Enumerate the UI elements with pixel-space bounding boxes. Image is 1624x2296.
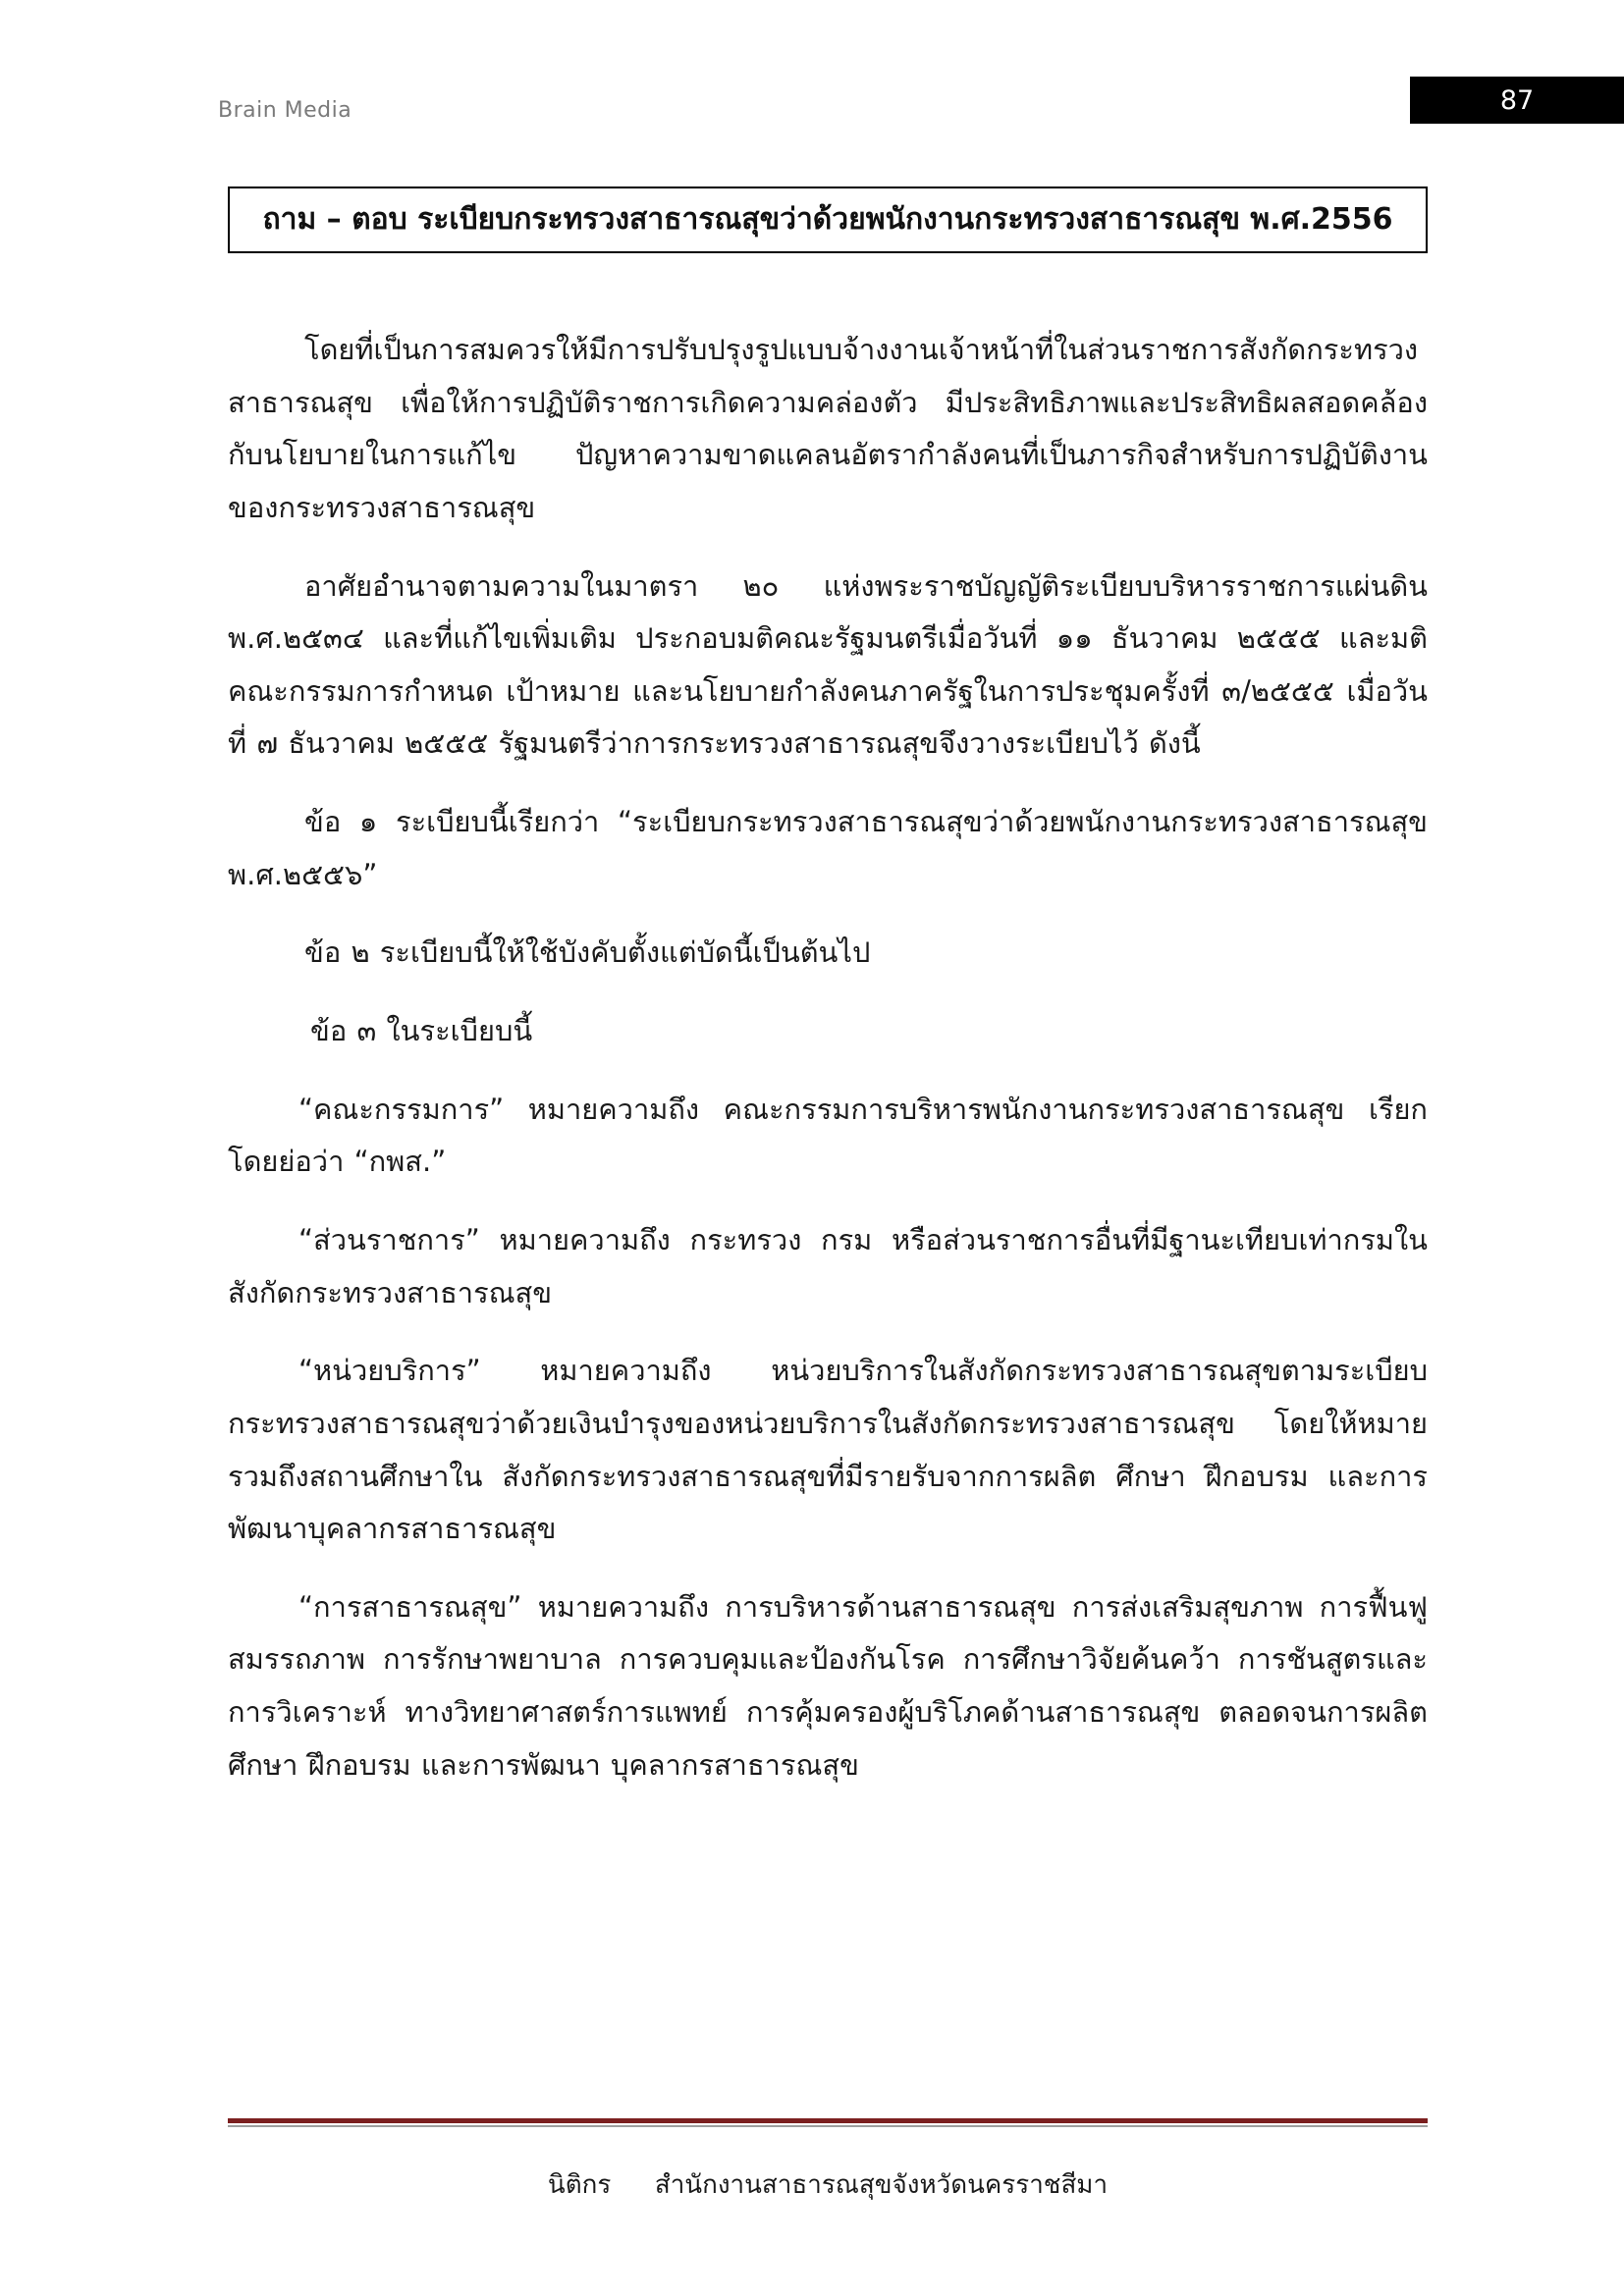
page-header (0, 0, 1624, 147)
footer-label: นิติกร (547, 2170, 612, 2200)
definition-committee: “คณะกรรมการ” หมายความถึง คณะกรรมการบริหารพนักงานกระทรวงสาธารณสุข เรียกโดยย่อว่า “กพส.” (228, 1092, 1428, 1179)
paragraph: อาศัยอำนาจตามความในมาตรา ๒๐ แห่งพระราชบัญญัติระเบียบบริหารราชการแผ่นดิน พ.ศ.๒๕๓๔ และที่แก้ไขเพิ่มเติม ประกอบมติคณะรัฐมนตรีเมื่อวันที่ ๑๑ ธันวาคม ๒๕๕๕ และมติคณะกรรมการกำหนด เป้าหมาย และนโยบายกำลังคนภาครัฐในการประชุมครั้งที่ ๓/๒๕๕๕ เมื่อวันที่ ๗ ธันวาคม ๒๕๕๕ รัฐมนตรีว่าการกระทรวงสาธารณสุขจึงวางระเบียบไว้ ดังนี้ (228, 568, 1428, 761)
definition-government-agency: “ส่วนราชการ” หมายความถึง กระทรวง กรม หรือส่วนราชการอื่นที่มีฐานะเทียบเท่ากรมในสังกัดกระทรวงสาธารณสุข (228, 1222, 1428, 1309)
document-body (228, 324, 1428, 1821)
definition-service-unit: “หน่วยบริการ” หมายความถึง หน่วยบริการในสังกัดกระทรวงสาธารณสุขตามระเบียบกระทรวงสาธารณสุขว่าด้วยเงินบำรุงของหน่วยบริการในสังกัดกระทรวงสาธารณสุข โดยให้หมายรวมถึงสถานศึกษาใน สังกัดกระทรวงสาธารณสุขที่มีรายรับจากการผลิต ศึกษา ฝึกอบรม และการพัฒนาบุคลากรสาธารณสุข (228, 1354, 1428, 1546)
paragraph-clause-2: ข้อ ๒ ระเบียบนี้ให้ใช้บังคับตั้งแต่บัดนี้เป็นต้นไป (304, 935, 871, 970)
page-number-badge: 87 (1410, 77, 1624, 124)
page-footer (228, 2164, 1428, 2205)
page-title: ถาม – ตอบ ระเบียบกระทรวงสาธารณสุขว่าด้วยพนักงานกระทรวงสาธารณสุข พ.ศ.2556 (262, 202, 1393, 237)
paragraph-clause-1: ข้อ ๑ ระเบียบนี้เรียกว่า “ระเบียบกระทรวงสาธารณสุขว่าด้วยพนักงานกระทรวงสาธารณสุข พ.ศ.๒๕๕๖” (228, 805, 1428, 891)
footer-office: สำนักงานสาธารณสุขจังหวัดนครราชสีมา (654, 2170, 1109, 2200)
definition-public-health: “การสาธารณสุข” หมายความถึง การบริหารด้านสาธารณสุข การส่งเสริมสุขภาพ การฟื้นฟูสมรรถภาพ การรักษาพยาบาล การควบคุมและป้องกันโรค การศึกษาวิจัยค้นคว้า การชันสูตรและการวิเคราะห์ ทางวิทยาศาสตร์การแพทย์ การคุ้มครองผู้บริโภคด้านสาธารณสุข ตลอดจนการผลิต ศึกษา ฝึกอบรม และการพัฒนา บุคลากรสาธารณสุข (228, 1589, 1428, 1782)
footer-divider (228, 2118, 1428, 2123)
paragraph-clause-3: ข้อ ๓ ในระเบียบนี้ (310, 1014, 533, 1048)
footer-divider-secondary (228, 2125, 1428, 2127)
paragraph: โดยที่เป็นการสมควรให้มีการปรับปรุงรูปแบบจ้างงานเจ้าหน้าที่ในส่วนราชการสังกัดกระทรวงสาธารณสุข เพื่อให้การปฏิบัติราชการเกิดความคล่องตัว มีประสิทธิภาพและประสิทธิผลสอดคล้องกับนโยบายในการแก้ไข ปัญหาความขาดแคลนอัตรากำลังคนที่เป็นภารกิจสำหรับการปฏิบัติงานของกระทรวงสาธารณสุข (228, 333, 1428, 524)
brand-label: Brain Media (218, 98, 352, 123)
document-title-box (228, 187, 1428, 253)
